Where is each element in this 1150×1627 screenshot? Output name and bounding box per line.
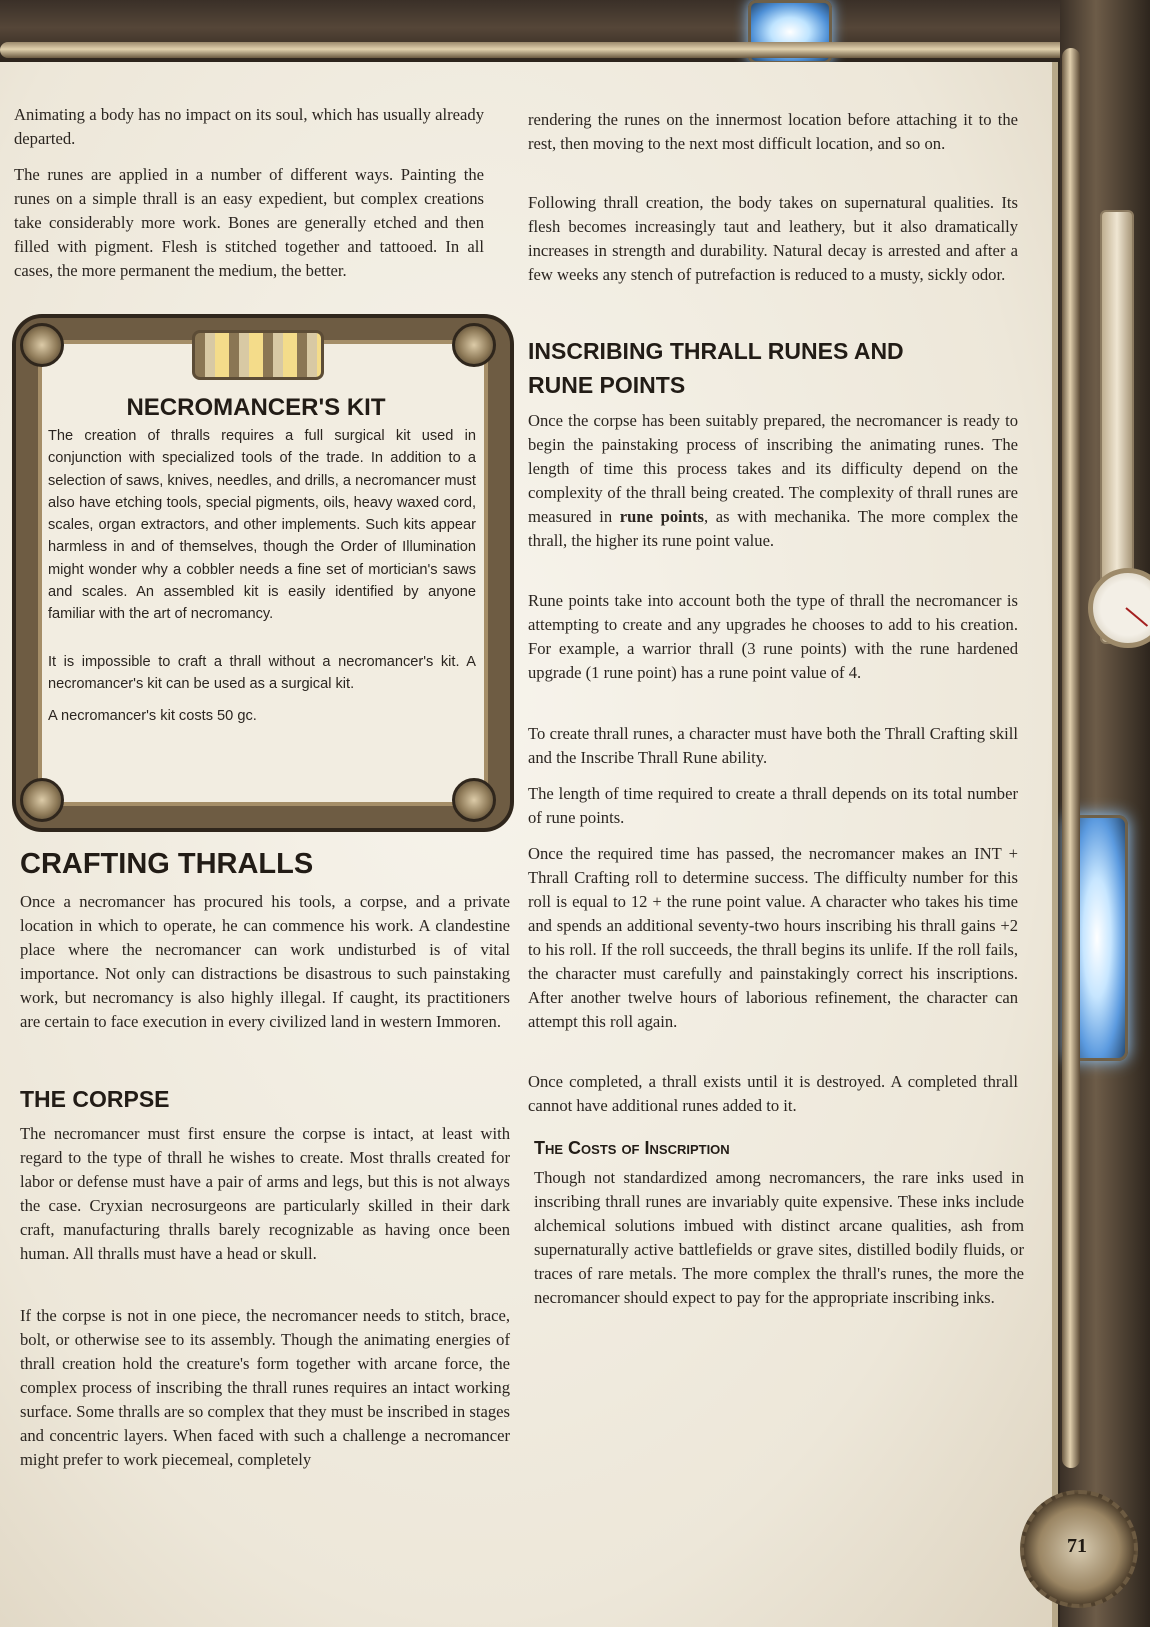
- crafting-roll-paragraph: Once the required time has passed, the necromancer makes an INT + Thrall Crafting roll to determine success. The difficulty number for this roll is equal to 12 + the rune point value. A character who takes his time and spends an additional seventy-two hours inscribing his thrall gains +2 to his roll. If the roll succeeds, the thrall begins its unlife. If the roll fails, the character must carefully and painstakingly correct his inscriptions. After another twelve hours of laborious refinement, the character can attempt this roll again.: [528, 844, 1018, 1031]
- inscribing-runes-heading-line2: RUNE POINTS: [528, 372, 686, 398]
- crafting-thralls-paragraph: Once a necromancer has procured his tools, a corpse, and a private location in which to operate, he can commence his work. A clandestine place where the necromancer can work undisturbed is of vital importance. Not only can distractions be disastrous to such painstaking work, but necromancy is also highly illegal. If caught, its practitioners are certain to face execution in every civilized land in western Immoren.: [20, 892, 510, 1031]
- creation-qualities-paragraph: Following thrall creation, the body takes on supernatural qualities. Its flesh becomes increasingly taut and leathery, but it also dramatically increases in strength and durability. Natural decay is arrested and after a few weeks any stench of putrefaction is reduced to a musty, sickly odor.: [528, 193, 1018, 284]
- continuation-paragraph: rendering the runes on the innermost location before attaching it to the rest, then moving to the next most difficult location, and so on.: [528, 110, 1018, 153]
- top-pipe-decoration: [0, 42, 1070, 58]
- rune-points-paragraph: Rune points take into account both the type of thrall the necromancer is attempting to create and any upgrades he chooses to add to his creation. For example, a warrior thrall (3 rune points) with the rune hardened upgrade (1 rune point) has a rune point value of 4.: [528, 591, 1018, 682]
- inscribing-text-before: Once the corpse has been suitably prepared, the necromancer is ready to begin the painstaking process of inscribing the animating runes. The length of time this process takes and its difficulty depend on the complexity of the thrall being created. The complexity of thrall runes are measured in: [528, 411, 1018, 526]
- corpse-paragraph-2: If the corpse is not in one piece, the necromancer needs to stitch, brace, bolt, or otherwise see to its assembly. Though the animating energies of thrall creation hold the creature's form together with arcane force, the complex process of inscribing the thrall runes requires an intact working surface. Some thralls are so complex that they must be inscribed in stages and concentric layers. When faced with such a challenge a necromancer might prefer to work piecemeal, completely: [20, 1306, 510, 1469]
- completed-thrall-paragraph: Once completed, a thrall exists until it is destroyed. A completed thrall cannot have additional runes added to it.: [528, 1072, 1018, 1115]
- corpse-paragraph-1: The necromancer must first ensure the corpse is intact, at least with regard to the type of thrall he wishes to create. Most thralls created for labor or defense must have a pair of arms and legs, but this is not always the case. Cryxian necrosurgeons are particularly skilled in their dark craft, manufacturing thralls barely recognizable as having once been human. All thralls must have a head or skull.: [20, 1124, 510, 1263]
- bolt-icon: [452, 323, 496, 367]
- skill-requirement-paragraph: To create thrall runes, a character must have both the Thrall Crafting skill and the Inscribe Thrall Rune ability.: [528, 724, 1018, 767]
- rune-points-term: rune points: [619, 507, 704, 526]
- bolt-icon: [20, 323, 64, 367]
- inscribing-text-after: , as with mechanika. The more complex the thrall, the higher its rune point value.: [528, 507, 1018, 550]
- crafting-thralls-heading: CRAFTING THRALLS: [20, 848, 314, 880]
- sidebar-paragraph-2: It is impossible to craft a thrall without a necromancer's kit. A necromancer's kit can be used as a surgical kit.: [48, 654, 476, 693]
- intro-paragraph-2: The runes are applied in a number of different ways. Painting the runes on a simple thrall is an easy expedient, but complex creations take considerably more work. Bones are generally etched and then filled with pigment. Flesh is stitched together and tattooed. In all cases, the more permanent the medium, the better.: [14, 165, 484, 280]
- page-number: 71: [1067, 1535, 1087, 1557]
- costs-of-inscription-heading: The Costs of Inscription: [534, 1138, 730, 1158]
- intro-paragraph-1: Animating a body has no impact on its soul, which has usually already departed.: [14, 105, 484, 148]
- bolt-icon: [20, 778, 64, 822]
- sidebar-lamp-decoration: [192, 330, 324, 380]
- sidebar-title: NECROMANCER'S KIT: [126, 394, 386, 421]
- the-corpse-heading: THE CORPSE: [20, 1086, 170, 1112]
- time-required-paragraph: The length of time required to create a thrall depends on its total number of rune points.: [528, 784, 1018, 827]
- sidebar-paragraph-3: A necromancer's kit costs 50 gc.: [48, 708, 257, 724]
- bolt-icon: [452, 778, 496, 822]
- right-pipe-decoration: [1062, 48, 1080, 1468]
- gauge-needle: [1125, 607, 1148, 627]
- costs-paragraph: Though not standardized among necromancers, the rare inks used in inscribing thrall runes are invariably quite expensive. These inks include alchemical solutions imbued with distinct arcane qualities, ash from supernaturally active battlefields or grave sites, distilled bodily fluids, or traces of rare metals. The more complex the thrall's runes, the more the necromancer should expect to pay for the appropriate inscribing inks.: [534, 1168, 1024, 1307]
- inscribing-paragraph-1: [528, 409, 1018, 553]
- inscribing-runes-heading-line1: INSCRIBING THRALL RUNES AND: [528, 338, 904, 364]
- sidebar-paragraph-1: The creation of thralls requires a full surgical kit used in conjunction with specialized tools of the trade. In addition to a selection of saws, knives, needles, and drills, a necromancer must also have etching tools, special pigments, oils, heavy waxed cord, scales, organ extractors, and other implements. Such kits appear harmless in and of themselves, though the Order of Illumination might wonder why a cobbler needs a fine set of mortician's saws and scales. An assembled kit is easily identified by anyone familiar with the art of necromancy.: [48, 428, 476, 623]
